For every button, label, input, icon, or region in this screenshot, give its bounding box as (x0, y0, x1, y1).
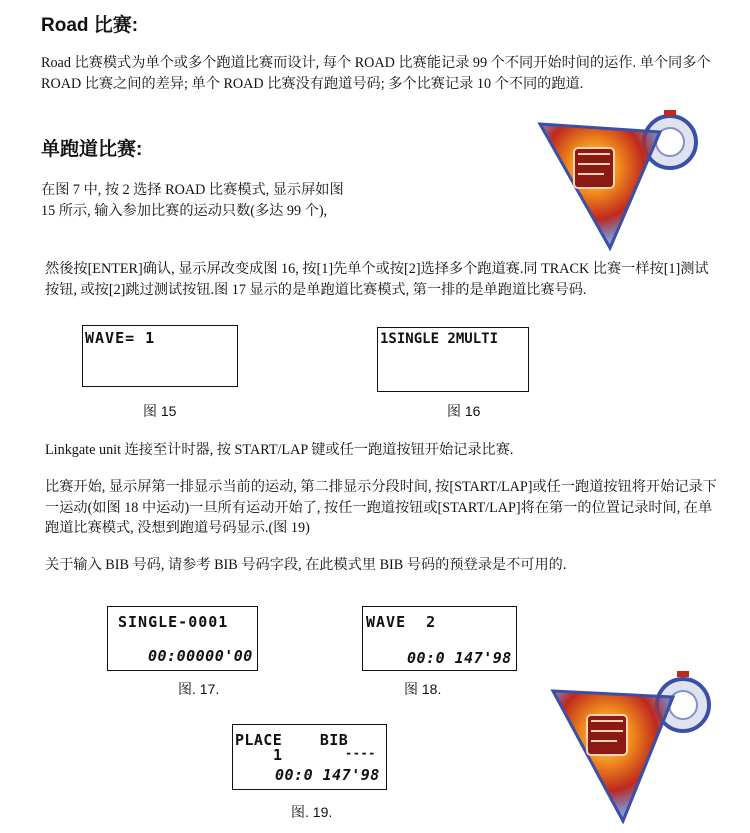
lcd-line-1: WAVE 2 (366, 613, 437, 631)
lcd-line-1: 1SINGLE 2MULTI (380, 331, 499, 347)
caption-figure-18: 图 18. (404, 681, 442, 697)
fig7-paragraph (41, 180, 401, 221)
caption-figure-17: 图. 17. (178, 681, 220, 697)
intro-paragraph: Road 比赛模式为单个或多个跑道比赛而设计, 每个 ROAD 比赛能记录 99 个不同开始时间的运作. 单个同多个 ROAD 比赛之间的差异; 单个 ROAD 比赛没有跑道号码; 多个比赛记录 10 个不同的跑道. (41, 55, 711, 92)
heading-single-track: 单跑道比赛: (41, 139, 143, 160)
lcd-figure-19 (232, 724, 387, 790)
fist-stopwatch-logo-top (530, 102, 710, 252)
fig7-line-1: 在图 7 中, 按 2 选择 ROAD 比赛模式, 显示屏如图 (41, 182, 344, 198)
start-paragraph: 比赛开始, 显示屏第一排显示当前的运动, 第二排显示分段时间, 按[START/LAP]或任一跑道按钮将开始记录下一运动(如图 18 中运动)一旦所有运动开始了, 按任一跑道按钮或[START/LAP]将在第一的位置记录时间, 在单跑道比赛模式, 没想到跑道号码显示.(图 19) (45, 479, 717, 536)
lcd-figure-16 (377, 327, 529, 392)
caption-figure-19: 图. 19. (291, 804, 333, 820)
lcd-line-2: 00:0 147'98 (407, 649, 512, 667)
linkgate-paragraph: Linkgate unit 连接至计时器, 按 START/LAP 键或任一跑道按钮开始记录比赛. (45, 442, 514, 458)
lcd-line-2-bib: ---- (345, 746, 376, 760)
lcd-figure-15 (82, 325, 238, 387)
lcd-line-1: WAVE= 1 (85, 329, 156, 347)
enter-paragraph: 然後按[ENTER]确认, 显示屏改变成图 16, 按[1]先单个或按[2]选择多个跑道赛.同 TRACK 比赛一样按[1]测试按钮, 或按[2]跳过测试按钮.图 17 显示的是单跑道比赛模式, 第一排的是单跑道比赛号码. (45, 261, 709, 298)
lcd-line-2: 00:00000'00 (148, 647, 253, 665)
caption-figure-16: 图 16 (447, 403, 481, 419)
heading-road: Road 比赛: (41, 15, 139, 36)
lcd-figure-17 (107, 606, 258, 671)
lcd-line-1: SINGLE-0001 (118, 613, 229, 631)
lcd-figure-18 (362, 606, 517, 671)
caption-figure-15: 图 15 (143, 403, 177, 419)
fig7-line-2: 15 所示, 输入参加比赛的运动只数(多达 99 个), (41, 202, 328, 219)
lcd-line-2-place: 1 (273, 746, 283, 764)
lcd-line-1: PLACE BIB (235, 731, 349, 749)
bib-paragraph: 关于输入 BIB 号码, 请参考 BIB 号码字段, 在此模式里 BIB 号码的预登录是不可用的. (45, 557, 567, 573)
fist-stopwatch-logo-bottom (545, 667, 720, 827)
lcd-line-3: 00:0 147'98 (275, 766, 380, 784)
